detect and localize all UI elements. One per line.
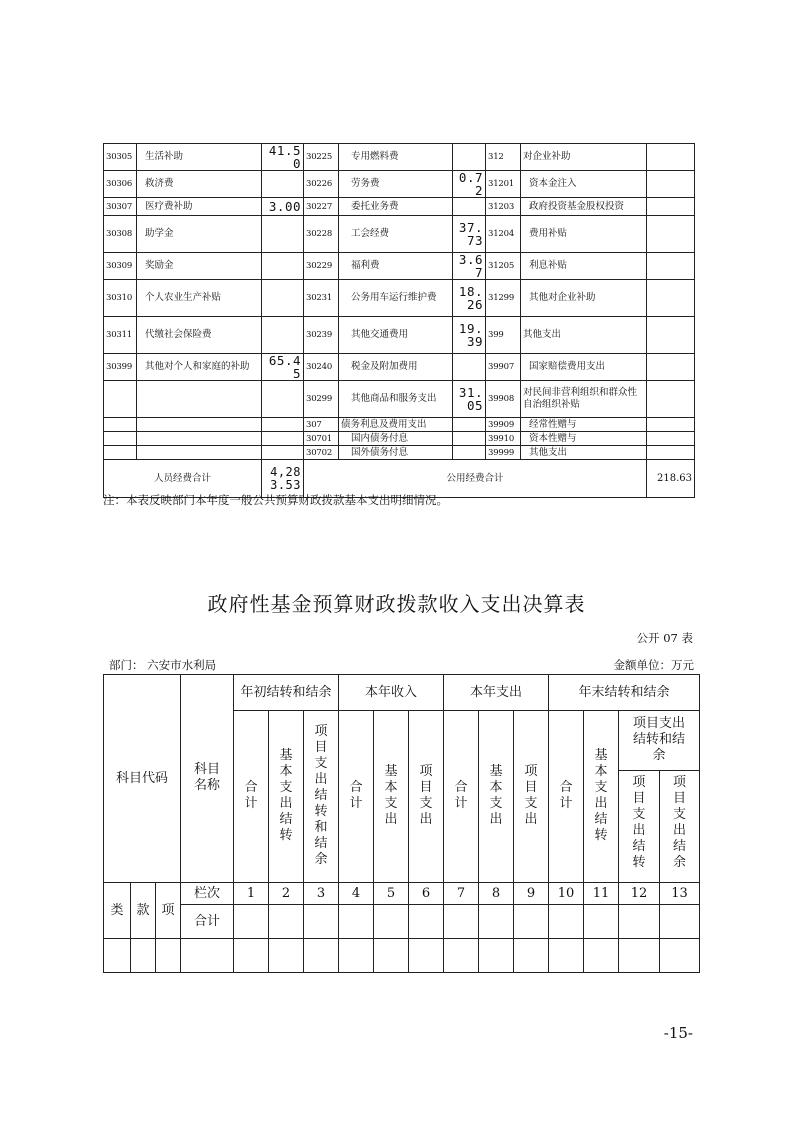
group-header-expense: 本年支出: [444, 675, 549, 711]
subject-name-cell: 其他对个人和家庭的补助: [137, 354, 262, 381]
column-number: 9: [514, 883, 549, 905]
amount-cell: 37.73: [453, 216, 486, 253]
cell: [374, 905, 409, 939]
subject-code-cell: 31204: [486, 216, 521, 253]
subject-code-cell: 39909: [486, 418, 521, 432]
subject-name-cell: 国家赔偿费用支出: [521, 354, 647, 381]
column-number: 1: [234, 883, 269, 905]
subject-name-cell: 福利费: [339, 253, 453, 280]
cell: [660, 939, 700, 973]
expense-basic-header: 基本支出: [479, 711, 514, 883]
subject-code-header: 科目代码: [104, 675, 181, 883]
opening-project-header: 项目支出结转和结余: [304, 711, 339, 883]
subject-name-cell: 经常性赠与: [521, 418, 647, 432]
subject-code-cell: 30227: [304, 198, 339, 216]
amount-unit-label: 金额单位：万元: [613, 658, 694, 672]
table-row: [104, 216, 695, 253]
amount-cell: 41.50: [262, 144, 304, 171]
subject-code-cell: 30228: [304, 216, 339, 253]
subject-name-cell: 专用燃料费: [339, 144, 453, 171]
amount-cell: 65.45: [262, 354, 304, 381]
subject-name-cell: [137, 418, 262, 432]
amount-cell: 3.67: [453, 253, 486, 280]
amount-cell: [647, 317, 695, 354]
subject-code-cell: 30310: [104, 280, 137, 317]
group-header-opening: 年初结转和结余: [234, 675, 339, 711]
cell: [584, 939, 619, 973]
subject-name-cell: 工会经费: [339, 216, 453, 253]
cell: [304, 905, 339, 939]
amount-cell: [647, 418, 695, 432]
amount-cell: 31.05: [453, 381, 486, 418]
subject-name-cell: [137, 381, 262, 418]
cell: [269, 939, 304, 973]
amount-cell: [647, 432, 695, 446]
subject-code-cell: 30231: [304, 280, 339, 317]
header-row-1: [104, 675, 700, 711]
table-row: [104, 198, 695, 216]
subject-code-cell: 30306: [104, 171, 137, 198]
amount-cell: [647, 354, 695, 381]
amount-cell: [262, 432, 304, 446]
subject-name-cell: 公务用车运行维护费: [339, 280, 453, 317]
subject-code-cell: [104, 432, 137, 446]
amount-cell: [262, 381, 304, 418]
personnel-total-value: 4,283.53: [262, 460, 304, 498]
subject-code-cell: 31299: [486, 280, 521, 317]
subject-code-cell: 30311: [104, 317, 137, 354]
subject-code-cell: 30305: [104, 144, 137, 171]
subject-name-cell: 生活补助: [137, 144, 262, 171]
total-label: 合计: [181, 905, 234, 939]
column-number: 4: [339, 883, 374, 905]
column-number: 8: [479, 883, 514, 905]
table-body: [104, 144, 695, 460]
subject-name-cell: 救济费: [137, 171, 262, 198]
group-header-income: 本年收入: [339, 675, 444, 711]
subject-name-cell: 其他对企业补助: [521, 280, 647, 317]
cell: [339, 939, 374, 973]
closing-project-balance-header: 项目支出结余: [660, 771, 700, 883]
amount-cell: 0.72: [453, 171, 486, 198]
column-number: 5: [374, 883, 409, 905]
amount-cell: [647, 198, 695, 216]
subject-name-cell: 税金及附加费用: [339, 354, 453, 381]
subject-code-cell: 30299: [304, 381, 339, 418]
table-note: 注：本表反映部门本年度一般公共预算财政拨款基本支出明细情况。: [103, 493, 448, 507]
amount-cell: [453, 354, 486, 381]
subject-name-cell: 国内债务付息: [339, 432, 453, 446]
amount-cell: [647, 381, 695, 418]
amount-cell: [647, 280, 695, 317]
cell: [514, 905, 549, 939]
column-number: 3: [304, 883, 339, 905]
subject-name-cell: 国外债务付息: [339, 446, 453, 460]
opening-basic-header: 基本支出结转: [269, 711, 304, 883]
subject-code-cell: 399: [486, 317, 521, 354]
subject-name-cell: 资本性赠与: [521, 432, 647, 446]
cell: [479, 905, 514, 939]
cell: [584, 905, 619, 939]
subject-code-cell: 30239: [304, 317, 339, 354]
amount-cell: [453, 446, 486, 460]
subject-name-cell: [137, 446, 262, 460]
cell: [409, 939, 444, 973]
column-number: 10: [549, 883, 584, 905]
public-total-label: 公用经费合计: [304, 460, 647, 498]
subject-name-cell: [137, 432, 262, 446]
subject-code-cell: [104, 446, 137, 460]
subject-name-cell: 对民间非营利组织和群众性自治组织补贴: [521, 381, 647, 418]
subject-name-cell: 劳务费: [339, 171, 453, 198]
total-row: [104, 905, 700, 939]
subject-code-cell: 31203: [486, 198, 521, 216]
public-total-value: 218.63: [647, 460, 695, 498]
row-col-item: 项: [156, 883, 181, 939]
amount-cell: [453, 144, 486, 171]
subject-code-cell: 39999: [486, 446, 521, 460]
cell: [374, 939, 409, 973]
cell: [181, 939, 234, 973]
cell: [104, 939, 131, 973]
subject-name-cell: 其他交通费用: [339, 317, 453, 354]
subject-name-cell: 代缴社会保险费: [137, 317, 262, 354]
subject-name-cell: 委托业务费: [339, 198, 453, 216]
subject-code-cell: 30307: [104, 198, 137, 216]
income-total-header: 合计: [339, 711, 374, 883]
subject-code-cell: 30308: [104, 216, 137, 253]
column-index-label: 栏次: [181, 883, 234, 905]
amount-cell: 18.26: [453, 280, 486, 317]
closing-total-header: 合计: [549, 711, 584, 883]
column-number-row: [104, 883, 700, 905]
subject-name-cell: 费用补贴: [521, 216, 647, 253]
subject-name-cell: 其他商品和服务支出: [339, 381, 453, 418]
column-number: 7: [444, 883, 479, 905]
subject-name-cell: 其他支出: [521, 446, 647, 460]
amount-cell: [647, 144, 695, 171]
row-col-section: 款: [131, 883, 156, 939]
subject-name-cell: 医疗费补助: [137, 198, 262, 216]
amount-cell: [262, 317, 304, 354]
subject-code-cell: 39910: [486, 432, 521, 446]
subject-code-cell: 30701: [304, 432, 339, 446]
table-row: [104, 418, 695, 432]
subject-name-cell: 其他支出: [521, 317, 647, 354]
empty-row: [104, 939, 700, 973]
amount-cell: 19.39: [453, 317, 486, 354]
column-number: 11: [584, 883, 619, 905]
table-row: [104, 144, 695, 171]
subject-code-cell: 31201: [486, 171, 521, 198]
opening-total-header: 合计: [234, 711, 269, 883]
cell: [660, 905, 700, 939]
subject-name-header: 科目名称: [181, 675, 234, 883]
subject-name-cell: 政府投资基金股权投资: [521, 198, 647, 216]
cell: [514, 939, 549, 973]
subject-name-cell: 个人农业生产补贴: [137, 280, 262, 317]
cell: [269, 905, 304, 939]
subject-name-cell: 奖励金: [137, 253, 262, 280]
fund-budget-table: [103, 674, 700, 973]
amount-cell: [262, 216, 304, 253]
amount-cell: [262, 280, 304, 317]
table-row: [104, 317, 695, 354]
column-number: 12: [619, 883, 660, 905]
amount-cell: [647, 253, 695, 280]
amount-cell: [647, 216, 695, 253]
table-row: [104, 381, 695, 418]
subject-code-cell: 31205: [486, 253, 521, 280]
subject-code-cell: 30399: [104, 354, 137, 381]
form-number: 公开 07 表: [636, 631, 693, 645]
closing-basic-header: 基本支出结转: [584, 711, 619, 883]
subject-name-cell: 对企业补助: [521, 144, 647, 171]
cell: [619, 939, 660, 973]
cell: [409, 905, 444, 939]
income-project-header: 项目支出: [409, 711, 444, 883]
cell: [444, 905, 479, 939]
cell: [131, 939, 156, 973]
table-row: [104, 253, 695, 280]
cell: [619, 905, 660, 939]
amount-cell: [453, 418, 486, 432]
amount-cell: [453, 432, 486, 446]
amount-cell: [262, 253, 304, 280]
subject-code-cell: 30240: [304, 354, 339, 381]
subject-name-cell: 资本金注入: [521, 171, 647, 198]
cell: [234, 905, 269, 939]
cell: [304, 939, 339, 973]
subject-code-cell: 30229: [304, 253, 339, 280]
cell: [549, 905, 584, 939]
expense-project-header: 项目支出: [514, 711, 549, 883]
column-number: 6: [409, 883, 444, 905]
table-row: [104, 171, 695, 198]
subject-code-cell: 30225: [304, 144, 339, 171]
row-col-category: 类: [104, 883, 131, 939]
amount-cell: [647, 171, 695, 198]
subject-code-cell: [104, 418, 137, 432]
income-basic-header: 基本支出: [374, 711, 409, 883]
cell: [156, 939, 181, 973]
amount-cell: [262, 446, 304, 460]
subject-code-cell: 312: [486, 144, 521, 171]
subject-code-cell: 30226: [304, 171, 339, 198]
expense-total-header: 合计: [444, 711, 479, 883]
table-row: [104, 280, 695, 317]
amount-cell: [647, 446, 695, 460]
cell: [444, 939, 479, 973]
amount-cell: [262, 418, 304, 432]
cell: [479, 939, 514, 973]
table-row: [104, 446, 695, 460]
cell: [549, 939, 584, 973]
group-header-closing: 年末结转和结余: [549, 675, 700, 711]
amount-cell: 3.00: [262, 198, 304, 216]
column-number: 13: [660, 883, 700, 905]
subject-code-cell: 39908: [486, 381, 521, 418]
amount-cell: [262, 171, 304, 198]
cell: [339, 905, 374, 939]
page-number: -15-: [663, 1024, 693, 1042]
department-label: 部门： 六安市水利局: [109, 658, 217, 672]
subject-code-cell: 30309: [104, 253, 137, 280]
subject-name-cell: 利息补贴: [521, 253, 647, 280]
personnel-total-label: 人员经费合计: [104, 460, 262, 498]
subject-name-cell: 助学金: [137, 216, 262, 253]
subject-code-cell: 30702: [304, 446, 339, 460]
closing-project-group-header: 项目支出结转和结余: [619, 711, 700, 771]
table-row: [104, 432, 695, 446]
column-number: 2: [269, 883, 304, 905]
subject-name-cell: 债务利息及费用支出: [339, 418, 453, 432]
subject-code-cell: [104, 381, 137, 418]
amount-cell: [453, 198, 486, 216]
cell: [234, 939, 269, 973]
closing-project-carry-header: 项目支出结转: [619, 771, 660, 883]
page-title: 政府性基金预算财政拨款收入支出决算表: [207, 592, 586, 616]
subject-code-cell: 307: [304, 418, 339, 432]
basic-expenditure-detail-table: [103, 143, 695, 498]
subject-code-cell: 39907: [486, 354, 521, 381]
table-row: [104, 354, 695, 381]
